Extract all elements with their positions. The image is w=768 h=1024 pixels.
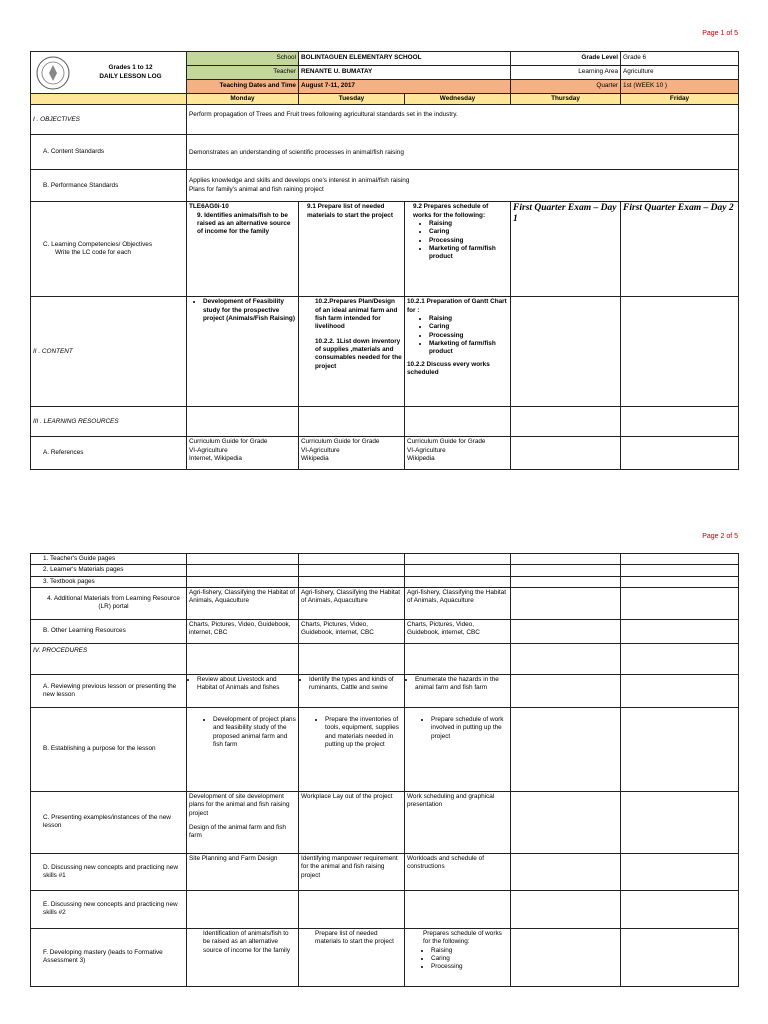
- list-item: • Raising: [431, 947, 508, 955]
- mastery-monday: Identification of animals/fish to be raised as an alternative source of income for the family: [187, 928, 299, 986]
- page-number: Page 1 of 5: [702, 30, 738, 37]
- list-item: • Prepare schedule of work involved in putting up the project: [431, 716, 508, 741]
- additional-materials-label: 4. Additional Materials from Learning Resource (LR) portal: [31, 587, 187, 619]
- quarter-label: Quarter: [511, 80, 621, 94]
- content-friday: [621, 297, 739, 407]
- list-item: • Caring: [429, 323, 508, 331]
- review-wednesday: [405, 674, 511, 707]
- reference-line: Curriculum Guide for Grade: [301, 438, 380, 446]
- discuss1-monday: Site Planning and Farm Design: [187, 853, 299, 890]
- textbook-pages-label: 3. Textbook pages: [31, 576, 187, 587]
- list-item: • Prepare the inventories of tools, equipment, supplies and materials needed in putting up the project: [325, 716, 402, 749]
- purpose-label: B. Establishing a purpose for the lesson: [31, 707, 187, 791]
- list-item: • Caring: [431, 955, 508, 963]
- reference-line: Wikipedia: [407, 454, 435, 462]
- school-label: School: [187, 52, 299, 66]
- content-tuesday-p2: 10.2.2. 1List down inventory of supplies ,materials and consumables needed for the project: [315, 337, 402, 370]
- content-tuesday-p1: 10.2.Prepares Plan/Design of an ideal animal farm and fish farm intended for livelihood: [315, 298, 398, 331]
- performance-standards-line1: Applies knowledge and skills and develops one's interest in animal/fish raising: [189, 177, 410, 185]
- other-resources-monday: Charts, Pictures, Video, Guidebook, internet, CBC: [187, 619, 299, 643]
- logo-cell: [31, 52, 187, 94]
- other-resources-label: B. Other Learning Resources: [31, 619, 187, 643]
- purpose-wednesday: [405, 707, 511, 791]
- other-resources-tuesday: Charts, Pictures, Video, Guidebook, internet, CBC: [299, 619, 405, 643]
- reference-line: Curriculum Guide for Grade: [407, 438, 486, 446]
- discuss1-label: D. Discussing new concepts and practicing new skills #1: [31, 853, 187, 890]
- references-wednesday: [405, 437, 511, 470]
- presenting-monday-p1: Development of site development plans for the animal and fish raising project: [189, 792, 290, 817]
- list-item: • Raising: [429, 220, 508, 228]
- log-title: DAILY LESSON LOG: [99, 72, 162, 80]
- reference-line: Curriculum Guide for Grade: [189, 438, 268, 446]
- deped-seal-icon: [35, 55, 71, 91]
- reference-line: VI-Agriculture: [407, 446, 446, 454]
- day-wednesday: Wednesday: [405, 94, 511, 105]
- content-standards-label: A. Content Standards: [31, 135, 187, 170]
- competencies-label-line1: C. Learning Competencies/ Objectives: [43, 241, 153, 248]
- content-tuesday: [299, 297, 405, 407]
- list-item: • Marketing of farm/fish product: [429, 340, 508, 357]
- objectives-label: I . OBJECTIVES: [31, 105, 187, 135]
- dates-value: August 7-11, 2017: [299, 80, 511, 94]
- grade-level-label: Grade Level: [511, 52, 621, 66]
- page-number: Page 2 of 5: [702, 533, 738, 540]
- content-wednesday-p1: 10.2.1 Preparation of Gantt Chart for :: [407, 298, 507, 314]
- competency-code: TLE6AG0i-10: [189, 203, 229, 211]
- performance-standards-line2: Plans for family's animal and fish raining project: [189, 185, 324, 193]
- list-item: • Processing: [429, 332, 508, 340]
- competencies-monday: [187, 202, 299, 297]
- purpose-tuesday: [299, 707, 405, 791]
- learning-area-label: Learning Area: [511, 66, 621, 80]
- competencies-wednesday: [405, 202, 511, 297]
- list-item: • Enumerate the hazards in the animal farm and fish farm: [415, 676, 508, 693]
- mastery-wednesday-text: Prepares schedule of works for the following:: [423, 929, 502, 946]
- exam-day2: First Quarter Exam – Day 2: [621, 202, 739, 297]
- dates-label: Teaching Dates and Time: [187, 80, 299, 94]
- grades-label: Grades 1 to 12: [108, 64, 153, 72]
- presenting-wednesday: Work scheduling and graphical presentation: [405, 791, 511, 853]
- reference-line: VI-Agriculture: [189, 446, 228, 454]
- content-monday: [187, 297, 299, 407]
- discuss2-label: E. Discussing new concepts and practicing new skills #2: [31, 890, 187, 928]
- references-tuesday: [299, 437, 405, 470]
- content-standards-text: Demonstrates an understanding of scientific processes in animal/fish raising: [187, 135, 739, 170]
- competencies-label-line2: Write the LC code for each: [55, 249, 131, 257]
- competency-wednesday-text: 9.2 Prepares schedule of works for the following:: [413, 203, 489, 219]
- mastery-label: F. Developing mastery (leads to Formative Assessment 3): [31, 928, 187, 986]
- list-item: • Review about Livestock and Habitat of Animals and fishes: [197, 676, 296, 693]
- competencies-label: [31, 202, 187, 297]
- exam-day1: First Quarter Exam – Day 1: [511, 202, 621, 297]
- day-friday: Friday: [621, 94, 739, 105]
- lesson-log-table-page1: [30, 51, 739, 470]
- list-item: • Development of project plans and feasibility study of the proposed animal farm and fish farm: [213, 716, 296, 749]
- presenting-monday-p2: Design of the animal farm and fish farm: [189, 823, 286, 840]
- list-item: • Processing: [429, 237, 508, 245]
- performance-standards-text: [187, 170, 739, 202]
- guide-pages-label: 1. Teacher's Guide pages: [31, 554, 187, 565]
- content-thursday: [511, 297, 621, 407]
- reference-line: Wikipedia: [301, 454, 329, 462]
- references-label: A. References: [31, 437, 187, 470]
- lesson-log-table-page2: [30, 553, 739, 987]
- references-monday: [187, 437, 299, 470]
- review-tuesday: [299, 674, 405, 707]
- reference-line: Internet, Wikipedia: [189, 454, 242, 462]
- competency-tuesday-text: 9.1 Prepare list of needed materials to start the project: [307, 203, 393, 219]
- content-wednesday-p2: 10.2.2 Discuss every works scheduled: [407, 360, 490, 376]
- competencies-tuesday: [299, 202, 405, 297]
- purpose-monday: [187, 707, 299, 791]
- discuss1-wednesday: Workloads and schedule of constructions: [405, 853, 511, 890]
- day-thursday: Thursday: [511, 94, 621, 105]
- mastery-wednesday: [405, 928, 511, 986]
- presenting-tuesday: Workplace Lay out of the project: [299, 791, 405, 853]
- reference-line: VI-Agriculture: [301, 446, 340, 454]
- learning-resources-label: III . LEARNING RESOURCES: [31, 407, 187, 437]
- grade-level-value: Grade 6: [621, 52, 739, 66]
- additional-wednesday: Agri-fishery, Classifying the Habitat of Animals, Aquaculture: [405, 587, 511, 619]
- presenting-label: C. Presenting examples/instances of the new lesson: [31, 791, 187, 853]
- teacher-label: Teacher: [187, 66, 299, 80]
- review-monday: [187, 674, 299, 707]
- review-label: A. Reviewing previous lesson or presenting the new lesson: [31, 674, 187, 707]
- objectives-text: Perform propagation of Trees and Fruit trees following agricultural standards set in the industry.: [187, 105, 739, 135]
- discuss1-tuesday: Identifying manpower requirement for the animal and fish raising project: [299, 853, 405, 890]
- presenting-monday: [187, 791, 299, 853]
- additional-monday: Agri-fishery, Classifying the Habitat of Animals, Aquaculture: [187, 587, 299, 619]
- list-item: • Processing: [431, 963, 508, 971]
- performance-standards-label: B. Performance Standards: [31, 170, 187, 202]
- quarter-value: 1st (WEEK 10 ): [621, 80, 739, 94]
- materials-pages-label: 2. Learner's Materials pages: [31, 565, 187, 576]
- content-label: II . CONTENT: [31, 297, 187, 407]
- content-wednesday: [405, 297, 511, 407]
- list-item: • Raising: [429, 315, 508, 323]
- list-item: • Marketing of farm/fish product: [429, 245, 508, 262]
- learning-area-value: Agriculture: [621, 66, 739, 80]
- day-monday: Monday: [187, 94, 299, 105]
- day-tuesday: Tuesday: [299, 94, 405, 105]
- other-resources-wednesday: Charts, Pictures, Video, Guidebook, internet, CBC: [405, 619, 511, 643]
- procedures-label: IV. PROCEDURES: [31, 643, 187, 674]
- list-item: • Identify the types and kinds of ruminants, Cattle and swine: [309, 676, 402, 693]
- school-value: BOLINTAGUEN ELEMENTARY SCHOOL: [299, 52, 511, 66]
- list-item: • Caring: [429, 228, 508, 236]
- additional-tuesday: Agri-fishery, Classifying the Habitat of Animals, Aquaculture: [299, 587, 405, 619]
- teacher-value: RENANTE U. BUMATAY: [299, 66, 511, 80]
- competency-monday-text: 9. Identifies animals/fish to be raised as an alternative source of income for the family: [197, 211, 291, 236]
- mastery-tuesday: Prepare list of needed materials to start the project: [299, 928, 405, 986]
- list-item: • Development of Feasibility study for the prospective project (Animals/Fish Raising): [203, 298, 296, 323]
